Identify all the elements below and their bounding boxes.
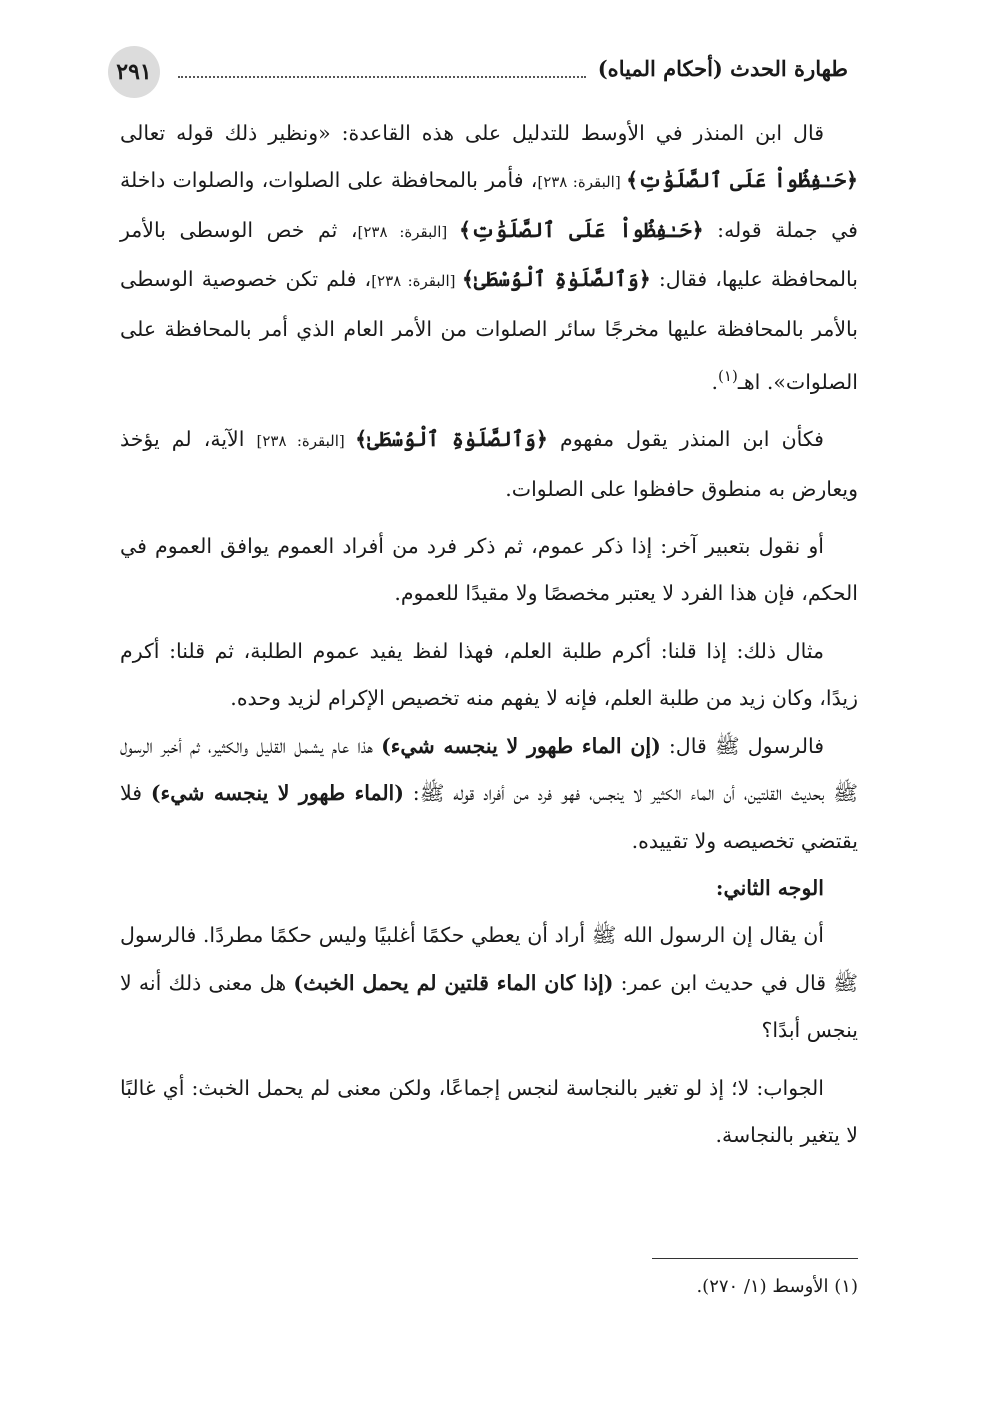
footnote-marker[interactable]: (١) [718,367,738,386]
verse-reference: [البقرة: ٢٣٨] [371,272,462,291]
text: قال ابن المنذر في الأوسط للتدليل على هذه القاعدة: «ونظير ذلك قوله تعالى [120,121,824,145]
paragraph-7: الجواب: لا؛ إذ لو تغير بالنجاسة لنجس إجماعًا، ولكن معنى لم يحمل الخبث: أي غالبًا لا يتغير بالنجاسة. [120,1075,858,1147]
text: فكأن ابن المنذر يقول مفهوم [547,427,824,452]
verse-reference: [البقرة: ٢٣٨] [537,173,627,192]
hadith-quote: (الماء طهور لا ينجسه شيء) [150,781,404,806]
footnote-separator [652,1258,858,1259]
hadith-quote: (إذا كان الماء قلتين لم يحمل الخبث) [293,970,614,995]
text: ، فلم تكن خصوصية الوسطى بالأمر بالمحافظة عليها مخرجًا سائر الصلوات من الأمر العام الذي أمر بالمحافظة على الصلوات». اهـ [120,267,858,394]
text: . [711,369,719,394]
quran-verse: ﴿وَٱلصَّلَوٰةِ ٱلْوُسْطَىٰ﴾ [461,267,651,292]
page-number-badge: ٢٩١ [108,46,160,98]
main-text [120,110,858,1159]
text: هل معنى ذلك أنه لا ينجس أبدًا؟ [120,970,858,1043]
page-header [108,46,848,98]
paragraph-5 [120,723,858,865]
paragraph-6 [120,912,858,1054]
paragraph-2 [120,416,858,513]
text: ، ثم خص الوسطى بالأمر بالمحافظة عليها، فقال: [120,217,858,292]
text: هذا عام يشمل القليل والكثير، ثم أخبر الرسول ﷺ بحديث القلتين، أن الماء الكثير لا ينجس، فهو فرد من أفراد قوله ﷺ: [120,733,858,806]
verse-reference: [البقرة: ٢٣٨] [256,432,356,451]
text: ، فأمر بالمحافظة على الصلوات، والصلوات داخلة في جملة قوله: [120,168,858,242]
footnote: (١) الأوسط (١/ ٢٧٠). [696,1276,858,1297]
quran-verse: ﴿وَٱلصَّلَوٰةِ ٱلْوُسْطَىٰ﴾ [355,427,548,452]
text: الآية، لم يؤخذ ويعارض به منطوق حافظوا على الصلوات. [120,427,858,501]
text: فلا يقتضي تخصيصه ولا تقييده. [120,781,858,853]
running-title: طهارة الحدث (أحكام المياه) [592,56,848,81]
quran-verse: ﴿حَـٰفِظُواْ عَلَى ٱلصَّلَوَٰتِ﴾ [459,217,704,242]
paragraph-1 [120,110,858,406]
header-dotted-rule [178,76,586,78]
section-heading: الوجه الثاني: [715,875,824,900]
hadith-quote: (إن الماء طهور لا ينجسه شيء) [381,733,661,758]
verse-reference: [البقرة: ٢٣٨] [357,222,460,241]
quran-verse: ﴿حَـٰفِظُواْ عَلَى ٱلصَّلَوَٰتِ﴾ [626,168,858,193]
text: أن يقال إن الرسول الله ﷺ أراد أن يعطي حكمًا أغلبيًا وليس حكمًا مطردًا. فالرسول ﷺ قال في حديث ابن عمر: [120,923,859,995]
paragraph-4: مثال ذلك: إذا قلنا: أكرم طلبة العلم، فهذا لفظ يفيد عموم الطلبة، ثم قلنا: أكرم زيدًا، وكان زيد من طلبة العلم، فإنه لا يفهم منه تخصيص الإكرام لزيد وحده. [120,638,858,711]
paragraph-3: أو نقول بتعبير آخر: إذا ذكر عموم، ثم ذكر فرد من أفراد العموم يوافق العموم في الحكم، فإن هذا الفرد لا يعتبر مخصصًا ولا مقيدًا للعموم. [120,534,858,606]
text: فالرسول ﷺ قال: [660,733,824,758]
